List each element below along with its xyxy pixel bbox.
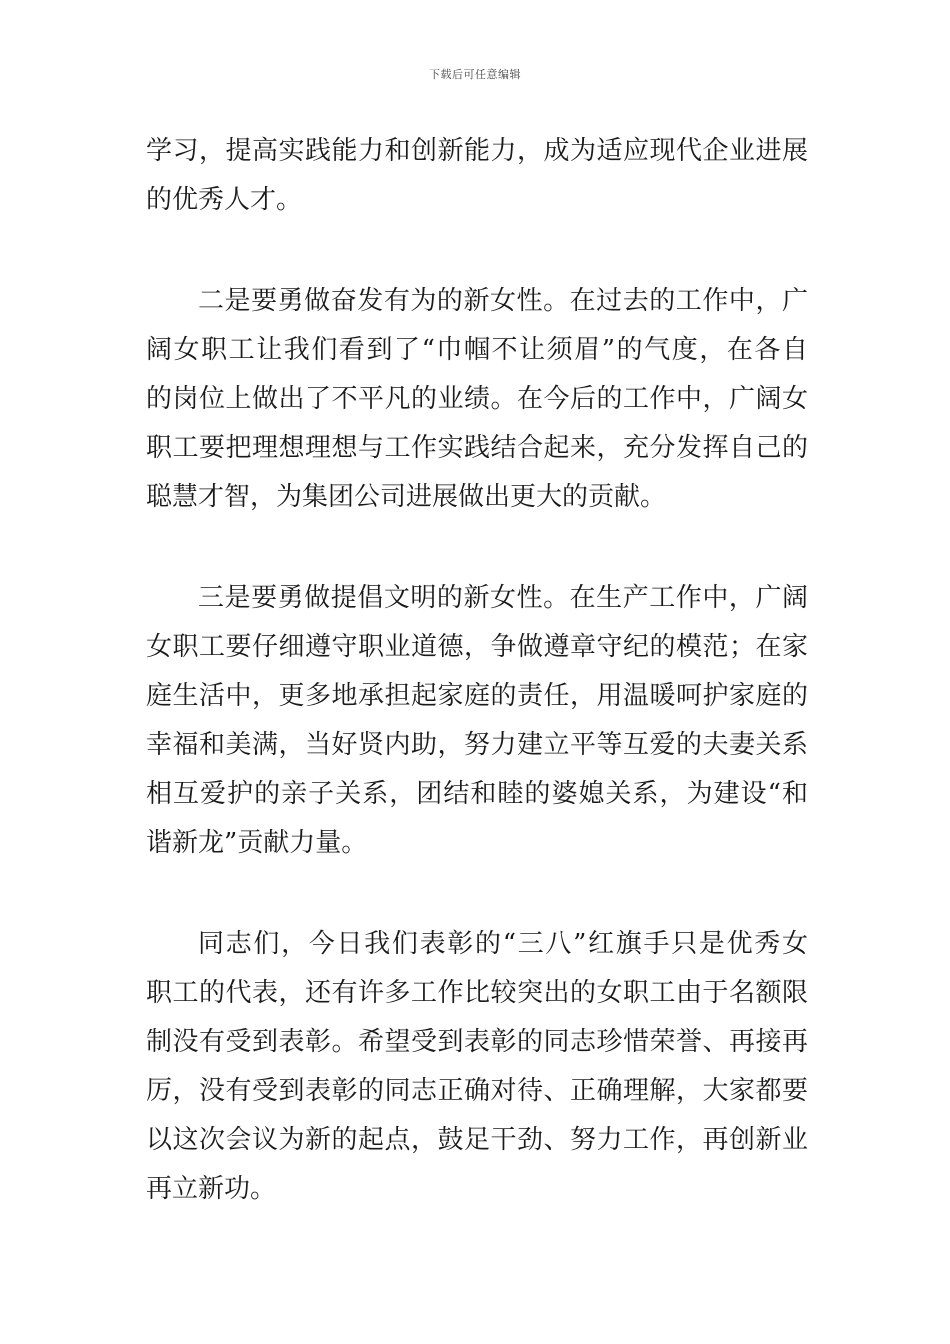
- text-line: 相互爱护的亲子关系，团结和睦的婆媳关系，为建设“和: [146, 779, 808, 809]
- text-line: 学习，提高实践能力和创新能力，成为适应现代企业进展: [146, 136, 808, 166]
- paragraph-gap: [146, 522, 808, 574]
- text-line: 女职工要仔细遵守职业道德，争做遵章守纪的模范；在家: [146, 632, 808, 662]
- paragraph-2: [146, 277, 808, 522]
- text-line: 三是要勇做提倡文明的新女性。在生产工作中，广阔: [198, 583, 808, 613]
- paragraph-3: [146, 574, 808, 868]
- paragraph-1: [146, 127, 808, 225]
- text-line: 厉，没有受到表彰的同志正确对待、正确理解，大家都要: [146, 1076, 808, 1106]
- text-line: 再立新功。: [146, 1174, 277, 1204]
- text-line: 的优秀人才。: [146, 185, 303, 215]
- text-line: 同志们，今日我们表彰的“三八”红旗手只是优秀女: [198, 929, 808, 959]
- text-line: 职工的代表，还有许多工作比较突出的女职工由于名额限: [146, 978, 808, 1008]
- text-line: 聪慧才智，为集团公司进展做出更大的贡献。: [146, 482, 667, 512]
- text-line: 幸福和美满，当好贤内助，努力建立平等互爱的夫妻关系: [146, 730, 808, 760]
- text-line: 庭生活中，更多地承担起家庭的责任，用温暖呵护家庭的: [146, 681, 808, 711]
- page-header-note: 下载后可任意编辑: [429, 68, 521, 81]
- text-line: 阔女职工让我们看到了“巾帼不让须眉”的气度，在各自: [146, 335, 808, 365]
- paragraph-gap: [146, 225, 808, 277]
- paragraph-gap: [146, 868, 808, 920]
- text-line: 的岗位上做出了不平凡的业绩。在今后的工作中，广阔女: [146, 384, 808, 414]
- text-line: 二是要勇做奋发有为的新女性。在过去的工作中，广: [198, 286, 808, 316]
- text-line: 以这次会议为新的起点，鼓足干劲、努力工作，再创新业: [146, 1125, 808, 1155]
- text-line: 谐新龙”贡献力量。: [146, 828, 368, 858]
- document-body: [146, 127, 808, 1214]
- paragraph-4: [146, 920, 808, 1214]
- text-line: 制没有受到表彰。希望受到表彰的同志珍惜荣誉、再接再: [146, 1027, 808, 1057]
- text-line: 职工要把理想理想与工作实践结合起来，充分发挥自己的: [146, 433, 808, 463]
